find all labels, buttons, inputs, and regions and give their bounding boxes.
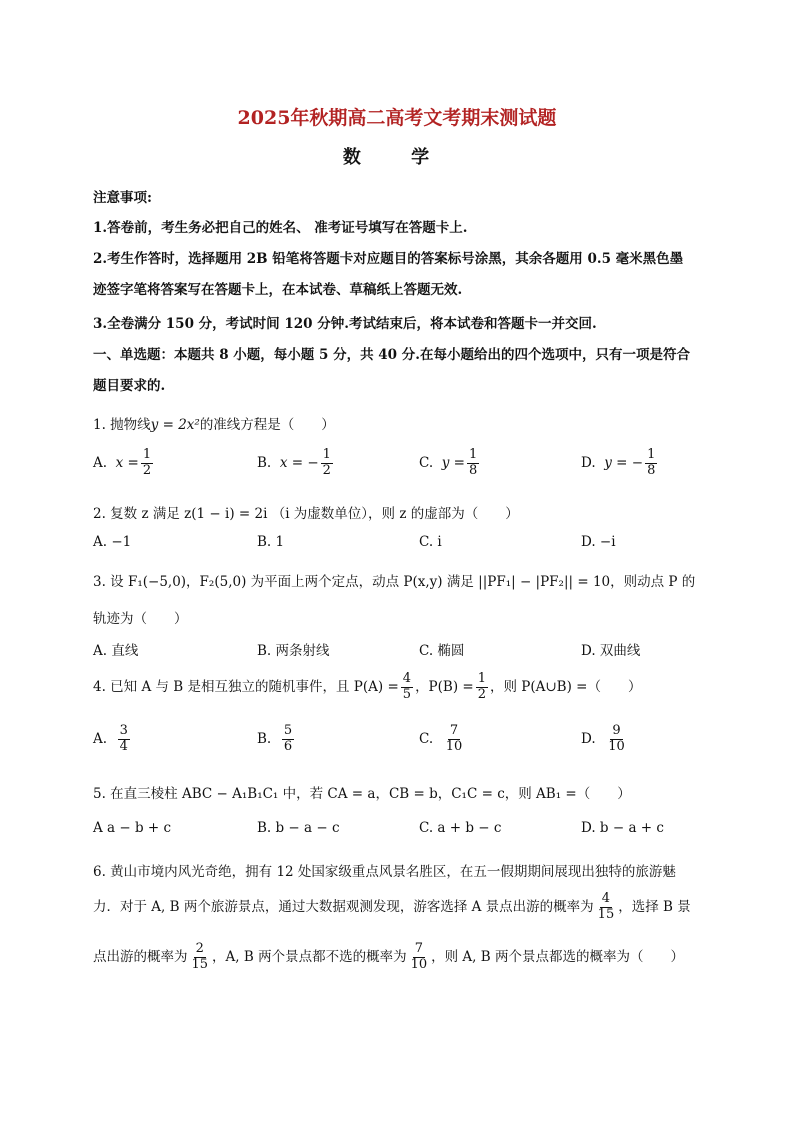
q1-option-a — [93, 448, 155, 479]
fraction: $\frac{1}{8}$ — [468, 447, 478, 478]
note-2b: 迹签字笔将答案写在答题卡上，在本试卷、草稿纸上答题无效. — [93, 282, 463, 298]
q3-option-d: D. 双曲线 — [581, 643, 641, 659]
option-math: x = − — [279, 454, 319, 471]
note-1: 1.答卷前，考生务必把自己的姓名、 准考证号填写在答题卡上. — [93, 220, 468, 236]
q6-line2-suffix: ，选择 B 景 — [618, 898, 691, 915]
q1-option-b — [257, 448, 335, 479]
option-letter: C. — [419, 454, 434, 471]
q4-option-d — [581, 724, 629, 755]
fraction: $\frac{4}{15}$ — [597, 891, 615, 922]
q4-option-c — [419, 724, 466, 755]
q5-option-c: C. a + b − c — [419, 820, 502, 836]
question-3-line1: 3. 设 F₁(−5,0)，F₂(5,0) 为平面上两个定点，动点 P(x,y) 满足 ||PF₁| − |PF₂|| = 10，则动点 P 的 — [93, 574, 696, 590]
option-letter: A. — [93, 730, 108, 747]
q1-math: y = 2x² — [150, 417, 200, 433]
note-2a: 2.考生作答时，选择题用 2B 铅笔将答题卡对应题目的答案标号涂黑，其余各题用 0.5 毫米黑色墨 — [93, 251, 684, 267]
q6-line3-prefix: 点出游的概率为 — [93, 948, 188, 965]
q1-prefix: 1. 抛物线 — [93, 417, 151, 433]
q4-option-b — [257, 724, 296, 755]
question-6-line1: 6. 黄山市境内风光奇绝，拥有 12 处国家级重点风景名胜区，在五一假期期间展现出独特的旅游魅 — [93, 864, 676, 880]
q1-option-c — [419, 448, 481, 479]
fraction: $\frac{7}{10}$ — [445, 723, 463, 754]
q2-option-c: C. i — [419, 534, 442, 550]
question-2: 2. 复数 z 满足 z(1 − i) = 2i （i 为虚数单位），则 z 的虚部为（ ） — [93, 506, 519, 522]
q5-option-b: B. b − a − c — [257, 820, 340, 836]
question-3-line2: 轨迹为（ ） — [93, 611, 188, 627]
q4-option-a — [93, 724, 132, 755]
q4-middle: ，P(B) = — [415, 678, 474, 695]
q3-option-a: A. 直线 — [93, 643, 139, 659]
fraction: $\frac{2}{15}$ — [191, 941, 209, 972]
q3-option-b: B. 两条射线 — [257, 643, 330, 659]
exam-title: 2025年秋期高二高考文考期末测试题 — [237, 107, 557, 129]
fraction: $\frac{1}{2}$ — [322, 447, 331, 478]
q1-suffix: 的准线方程是（ ） — [199, 417, 335, 433]
question-5: 5. 在直三棱柱 ABC − A₁B₁C₁ 中，若 CA = a，CB = b，C₁C = c，则 AB₁ =（ ） — [93, 786, 631, 802]
question-6-line2 — [93, 892, 691, 923]
fraction: $\frac{7}{10}$ — [410, 941, 428, 972]
q1-option-d — [581, 448, 659, 479]
fraction: $\frac{1}{8}$ — [647, 447, 656, 478]
option-letter: D. — [581, 730, 596, 747]
q4-suffix: ，则 P(A∪B) =（ ） — [489, 678, 642, 695]
note-3: 3.全卷满分 150 分，考试时间 120 分钟.考试结束后，将本试卷和答题卡一并交回. — [93, 316, 597, 332]
option-letter: B. — [257, 454, 272, 471]
fraction: $\frac{4}{5}$ — [402, 671, 412, 702]
q5-option-a: A a − b + c — [93, 820, 172, 836]
subject-title: 数 学 — [342, 147, 452, 168]
fraction: $\frac{9}{10}$ — [608, 723, 625, 754]
option-math: y = − — [604, 454, 644, 471]
option-math: x = — [115, 454, 139, 471]
question-4 — [93, 672, 641, 703]
q4-prefix: 4. 已知 A 与 B 是相互独立的随机事件，且 P(A) = — [93, 678, 399, 695]
option-math: y = — [441, 454, 465, 471]
q6-line3-suffix: ，则 A, B 两个景点都选的概率为（ ） — [431, 948, 684, 965]
fraction: $\frac{3}{4}$ — [119, 723, 128, 754]
q2-option-b: B. 1 — [257, 534, 285, 550]
question-1 — [93, 413, 335, 433]
section-heading-line1: 一、单选题：本题共 8 小题，每小题 5 分，共 40 分.在每小题给出的四个选项中，只有一项是符合 — [93, 347, 690, 363]
option-letter: A. — [93, 454, 108, 471]
q2-option-a: A. −1 — [93, 534, 132, 550]
option-letter: D. — [581, 454, 596, 471]
fraction: $\frac{1}{2}$ — [142, 447, 152, 478]
q6-line2-prefix: 力．对于 A, B 两个旅游景点，通过大数据观测发现，游客选择 A 景点出游的概率为 — [93, 898, 594, 915]
section-heading-line2: 题目要求的. — [93, 378, 166, 394]
notes-heading: 注意事项: — [93, 190, 152, 206]
q2-option-d: D. −i — [581, 534, 616, 550]
fraction: $\frac{5}{6}$ — [283, 723, 293, 754]
option-letter: C. — [419, 730, 434, 747]
q3-option-c: C. 椭圆 — [419, 643, 465, 659]
question-6-line3 — [93, 942, 684, 973]
q5-option-d: D. b − a + c — [581, 820, 664, 836]
q6-line3-middle: ，A, B 两个景点都不选的概率为 — [212, 948, 407, 965]
fraction: $\frac{1}{2}$ — [477, 671, 486, 702]
option-letter: B. — [257, 730, 272, 747]
